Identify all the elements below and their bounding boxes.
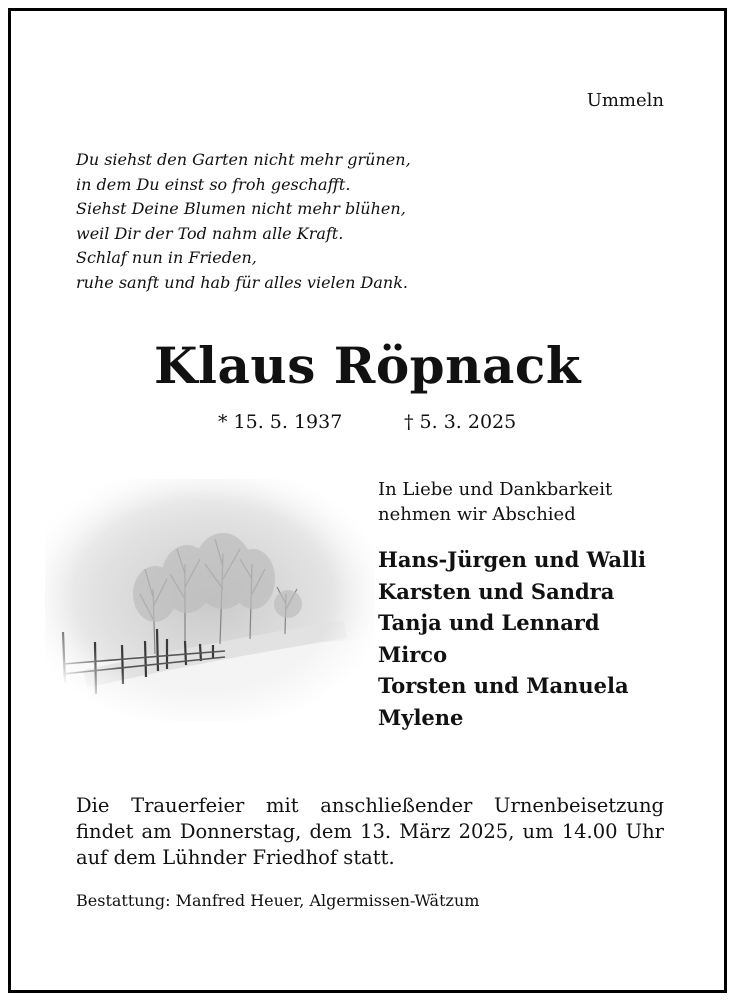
funeral-service-info	[76, 793, 664, 871]
deceased-name: Klaus Röpnack	[154, 336, 581, 395]
poem-line: Schlaf nun in Frieden,	[76, 248, 257, 267]
poem-line: Du siehst den Garten nicht mehr grünen,	[76, 150, 411, 169]
family-member: Tanja und Lennard	[378, 610, 600, 635]
undertaker-info: Bestattung: Manfred Heuer, Algermissen-Wätzum	[76, 891, 480, 910]
poem	[76, 148, 411, 295]
family-member: Hans-Jürgen und Walli	[378, 547, 646, 572]
family-member: Torsten und Manuela	[378, 673, 629, 698]
service-line: findet am Donnerstag, dem 13. März 2025, um 14.00 Uhr	[76, 820, 664, 843]
mourners-intro	[378, 477, 612, 527]
poem-line: Siehst Deine Blumen nicht mehr blühen,	[76, 199, 406, 218]
winter-landscape-image	[45, 479, 375, 721]
family-member: Karsten und Sandra	[378, 578, 615, 604]
service-line: Die Trauerfeier mit anschließender Urnenbeisetzung	[76, 794, 664, 817]
family-member: Mirco	[378, 641, 448, 667]
mourners-intro-line: nehmen wir Abschied	[378, 504, 576, 525]
poem-line: ruhe sanft und hab für alles vielen Dank.	[76, 272, 408, 292]
family-member: Mylene	[378, 704, 464, 730]
mourners-intro-line: In Liebe und Dankbarkeit	[378, 479, 613, 500]
birth-date: * 15. 5. 1937	[218, 411, 343, 433]
death-date: † 5. 3. 2025	[404, 411, 517, 433]
family-list	[378, 544, 646, 733]
poem-line: in dem Du einst so froh geschafft.	[76, 174, 351, 194]
poem-line: weil Dir der Tod nahm alle Kraft.	[76, 223, 344, 243]
place-name: Ummeln	[586, 90, 664, 111]
service-line: auf dem Lühnder Friedhof statt.	[76, 846, 395, 869]
obituary-notice	[8, 8, 727, 993]
